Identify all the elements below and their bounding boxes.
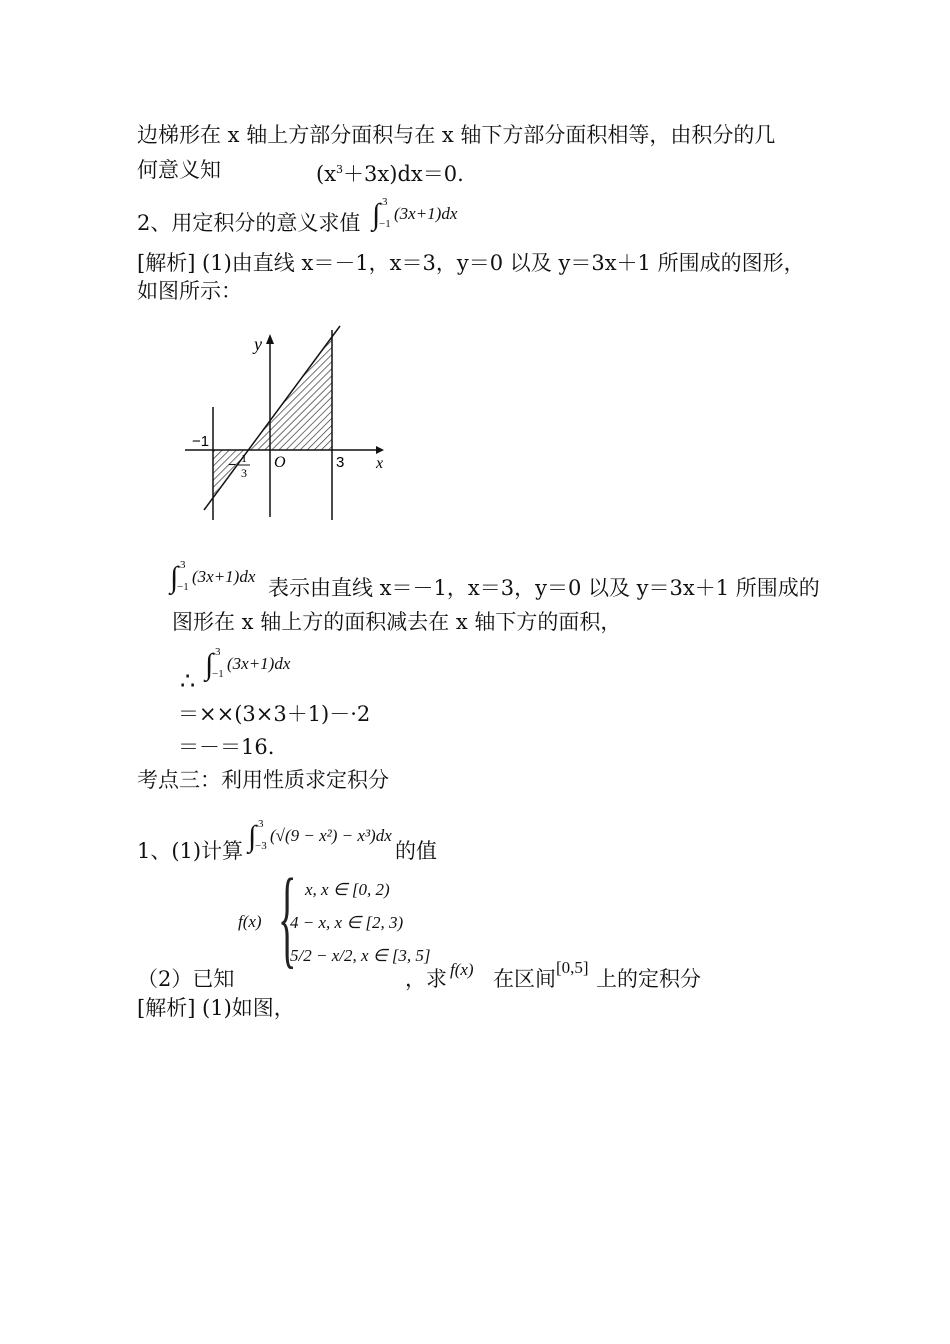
expr-b: ＋3x)dx＝0. — [343, 162, 464, 186]
expr-sup: 3 — [336, 163, 344, 176]
integral-sign-icon: ∫ — [170, 561, 179, 594]
integral-lower: −3 — [255, 840, 267, 852]
piecewise-case-2: 4 − x, x ∈ [2, 3) — [290, 913, 404, 932]
analysis-line-1: [解析] (1)由直线 x＝－1，x＝3，y＝0 以及 y＝3x＋1 所围成的图形， — [137, 251, 805, 275]
x-axis-arrow-icon — [376, 446, 384, 454]
integral-body: (3x+1)dx — [227, 654, 291, 673]
q1-2-fx: f(x) — [450, 960, 474, 979]
piecewise-case-1: x, x ∈ [0, 2) — [305, 880, 390, 899]
equation-line-1: ＝××(3×3＋1)－·2 — [178, 702, 371, 726]
q1-2-prefix: （2）已知 — [137, 967, 235, 991]
label-3: 3 — [336, 454, 345, 471]
question-2 — [137, 210, 360, 236]
x-axis-label: x — [376, 455, 384, 472]
paragraph-line-2 — [137, 157, 221, 183]
equation-line-2: ＝－＝16. — [178, 735, 275, 759]
piecewise-case-3: 5/2 − x/2, x ∈ [3, 5] — [290, 946, 431, 965]
integral-body: (√(9 − x²) − x³)dx — [270, 826, 392, 845]
q1-2-mid2: 在区间 — [493, 967, 556, 991]
paragraph-line-1: 边梯形在 x 轴上方部分面积与在 x 轴下方部分面积相等，由积分的几 — [137, 123, 776, 147]
formula-result — [316, 157, 464, 187]
piecewise-brace-icon: { — [278, 856, 297, 978]
label-neg1: −1 — [192, 433, 210, 450]
integral-upper: 3 — [382, 196, 388, 208]
integral-upper: 3 — [215, 646, 221, 658]
integral-body: (3x+1)dx — [394, 204, 458, 223]
integral-lower: −1 — [177, 581, 189, 593]
q1-suffix: 的值 — [395, 839, 437, 863]
integral-lower: −1 — [212, 668, 224, 680]
integral-upper: 3 — [258, 818, 264, 830]
analysis2-line-1: [解析] (1)如图， — [137, 996, 295, 1020]
section-title: 考点三：利用性质求定积分 — [137, 768, 389, 792]
q1-2-interval: [0,5] — [556, 958, 589, 977]
region-figure — [180, 322, 400, 522]
explain-line-2: 图形在 x 轴上方的面积减去在 x 轴下方的面积， — [172, 610, 622, 634]
question-2-prefix: 2、用定积分的意义求值 — [137, 211, 361, 235]
analysis-line-2: 如图所示： — [137, 279, 242, 303]
y-axis-label: y — [254, 334, 262, 354]
integral-body: (3x+1)dx — [192, 567, 256, 586]
integral-sign-icon: ∫ — [205, 648, 214, 681]
integral-sign-icon: ∫ — [248, 820, 257, 853]
piecewise-fx: f(x) — [238, 912, 262, 931]
expr-a: (x — [316, 162, 337, 186]
integral-upper: 3 — [180, 559, 186, 571]
y-axis-arrow-icon — [266, 334, 274, 344]
q1-2-suffix: 上的定积分 — [596, 967, 701, 991]
q1-prefix: 1、(1)计算 — [137, 839, 244, 863]
root-denominator: 3 — [241, 466, 247, 480]
line2-prefix: 何意义知 — [137, 158, 221, 182]
integral-sign-icon: ∫ — [372, 198, 381, 231]
root-numerator: 1 — [241, 451, 247, 465]
origin-label: O — [274, 454, 286, 471]
explain-line-1: 表示由直线 x＝－1，x＝3，y＝0 以及 y＝3x＋1 所围成的 — [268, 576, 820, 600]
therefore-symbol: ∴ — [180, 667, 196, 695]
integral-lower: −1 — [379, 218, 391, 230]
q1-2-mid: ，求 — [405, 967, 447, 991]
root-sign: − — [228, 456, 237, 472]
